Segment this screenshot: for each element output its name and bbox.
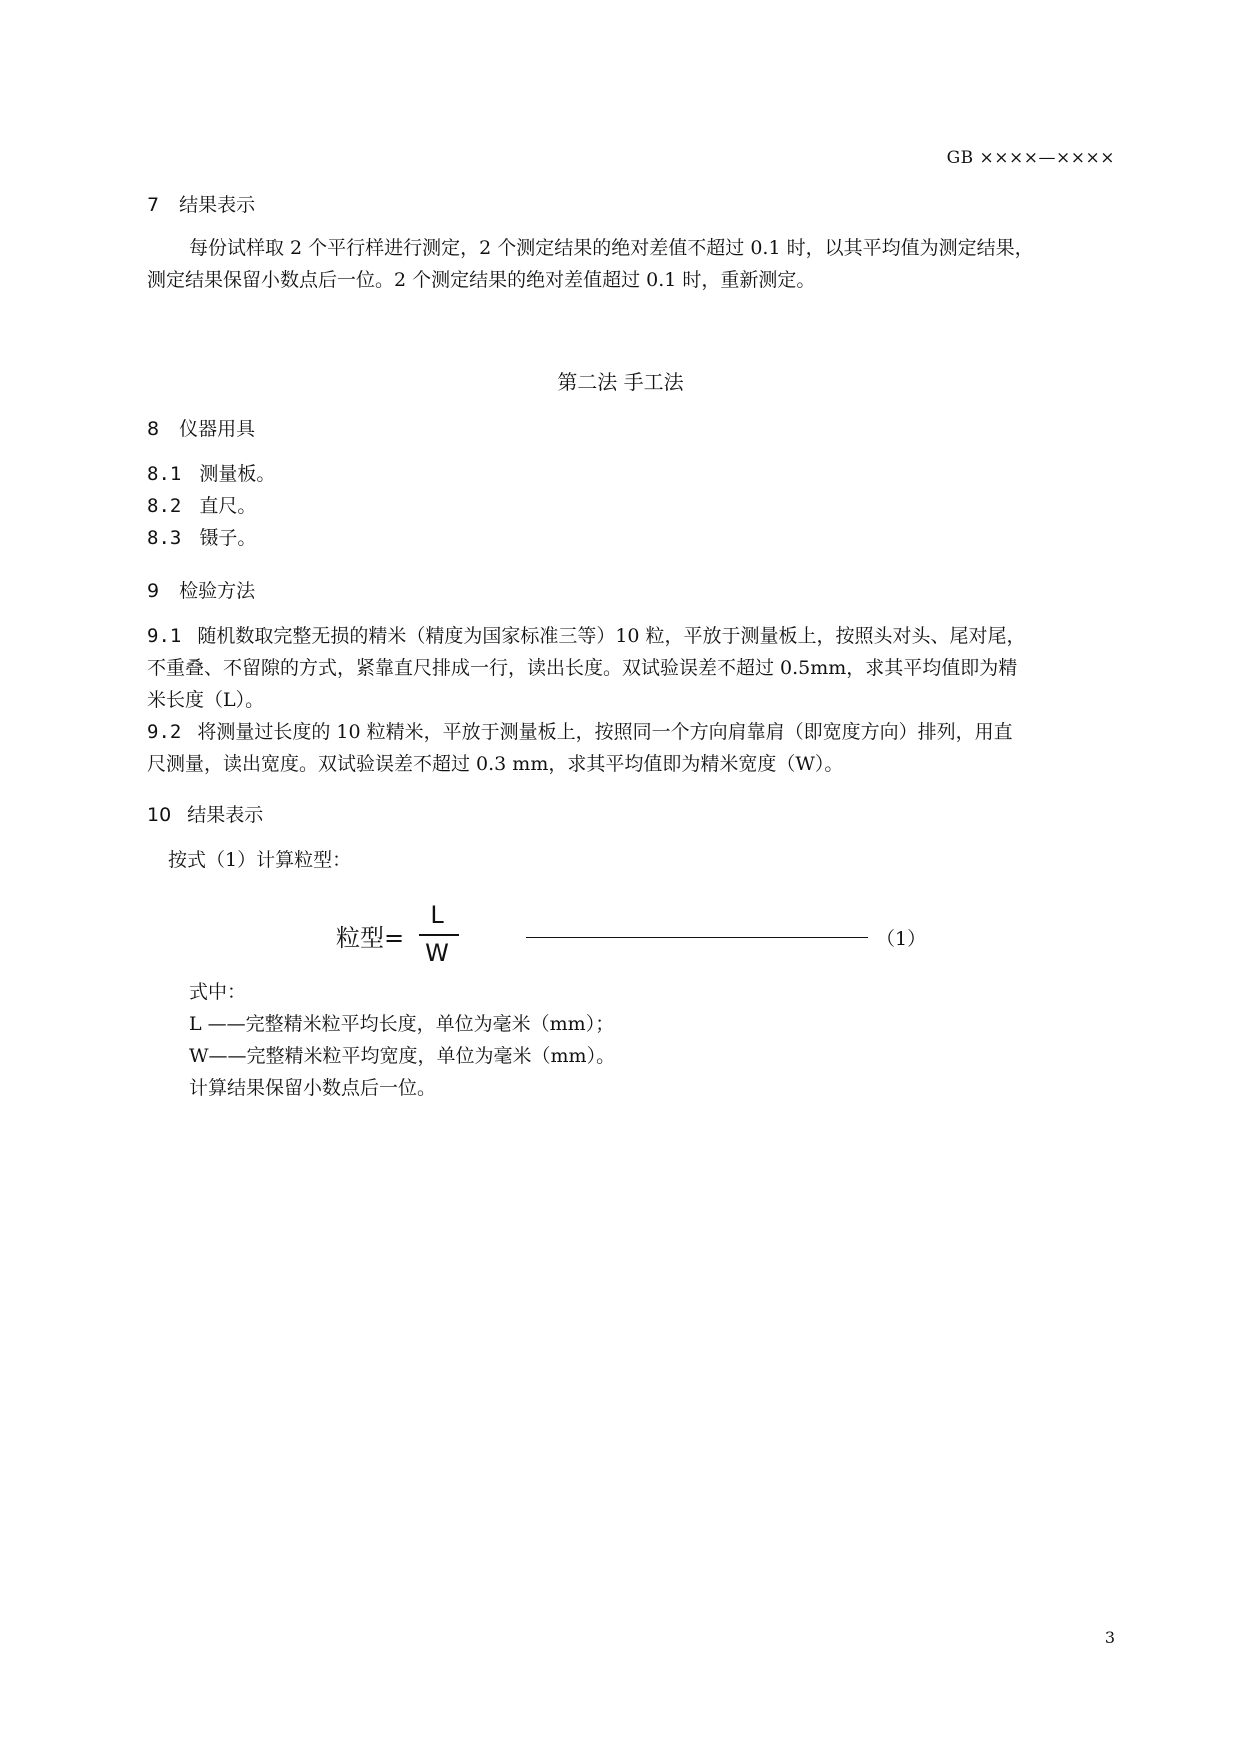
item-text: 测量板。 bbox=[199, 463, 276, 485]
section-title: 结果表示 bbox=[187, 804, 264, 826]
formula bbox=[336, 900, 936, 970]
section-title: 检验方法 bbox=[179, 580, 256, 602]
fraction-numerator: L bbox=[430, 901, 444, 929]
item-9-2-line-1 bbox=[147, 716, 1013, 748]
item-text: 直尺。 bbox=[199, 495, 257, 517]
definition-L: L ——完整精米粒平均长度，单位为毫米（mm）； bbox=[189, 1013, 615, 1035]
item-9-1-line-2: 不重叠、不留隙的方式，紧靠直尺排成一行，读出长度。双试验误差不超过 0.5mm，求其平均值即为精 bbox=[147, 657, 1018, 679]
document-code: GB ××××—×××× bbox=[946, 148, 1115, 168]
where-label: 式中： bbox=[189, 981, 247, 1003]
formula-intro: 按式（1）计算粒型： bbox=[168, 849, 352, 871]
item-9-1-line-3: 米长度（L）。 bbox=[147, 689, 265, 711]
fraction-denominator: W bbox=[425, 939, 449, 967]
section-number: 10 bbox=[147, 804, 172, 826]
list-item bbox=[147, 490, 256, 522]
section-9-heading bbox=[147, 576, 255, 603]
section-title: 仪器用具 bbox=[179, 418, 256, 440]
item-number: 8.3 bbox=[147, 527, 182, 549]
formula-leader-line bbox=[526, 937, 868, 938]
formula-lhs: 粒型= bbox=[336, 924, 405, 952]
item-number: 9.2 bbox=[147, 721, 182, 743]
item-number: 8.1 bbox=[147, 463, 182, 485]
section-title: 结果表示 bbox=[179, 194, 256, 216]
item-text: 将测量过长度的 10 粒精米，平放于测量板上，按照同一个方向肩靠肩（即宽度方向）排列，用直 bbox=[197, 721, 1013, 743]
list-item bbox=[147, 458, 275, 490]
item-number: 8.2 bbox=[147, 495, 182, 517]
section-number: 7 bbox=[147, 194, 160, 216]
item-9-1-line-1 bbox=[147, 620, 1026, 652]
formula-fraction bbox=[411, 900, 463, 970]
formula-number: （1） bbox=[876, 928, 927, 950]
section-8-heading bbox=[147, 414, 255, 441]
section-7-paragraph-line-1: 每份试样取 2 个平行样进行测定，2 个测定结果的绝对差值不超过 0.1 时，以其平均值为测定结果， bbox=[189, 237, 1034, 259]
item-text: 随机数取完整无损的精米（精度为国家标准三等）10 粒，平放于测量板上，按照头对头、尾对尾， bbox=[197, 625, 1026, 647]
definition-W: W——完整精米粒平均宽度，单位为毫米（mm）。 bbox=[189, 1045, 616, 1067]
item-text: 镊子。 bbox=[199, 527, 257, 549]
section-7-heading bbox=[147, 190, 255, 217]
section-number: 9 bbox=[147, 580, 160, 602]
section-7-paragraph-line-2: 测定结果保留小数点后一位。2 个测定结果的绝对差值超过 0.1 时，重新测定。 bbox=[147, 269, 816, 291]
fraction-bar bbox=[419, 934, 459, 936]
item-number: 9.1 bbox=[147, 625, 182, 647]
precision-note: 计算结果保留小数点后一位。 bbox=[189, 1077, 437, 1099]
page-number: 3 bbox=[1104, 1628, 1115, 1647]
method-title: 第二法 手工法 bbox=[557, 370, 684, 394]
item-9-2-line-2: 尺测量，读出宽度。双试验误差不超过 0.3 mm，求其平均值即为精米宽度（W）。 bbox=[147, 753, 844, 775]
section-number: 8 bbox=[147, 418, 160, 440]
list-item bbox=[147, 522, 256, 554]
section-10-heading bbox=[147, 800, 263, 827]
